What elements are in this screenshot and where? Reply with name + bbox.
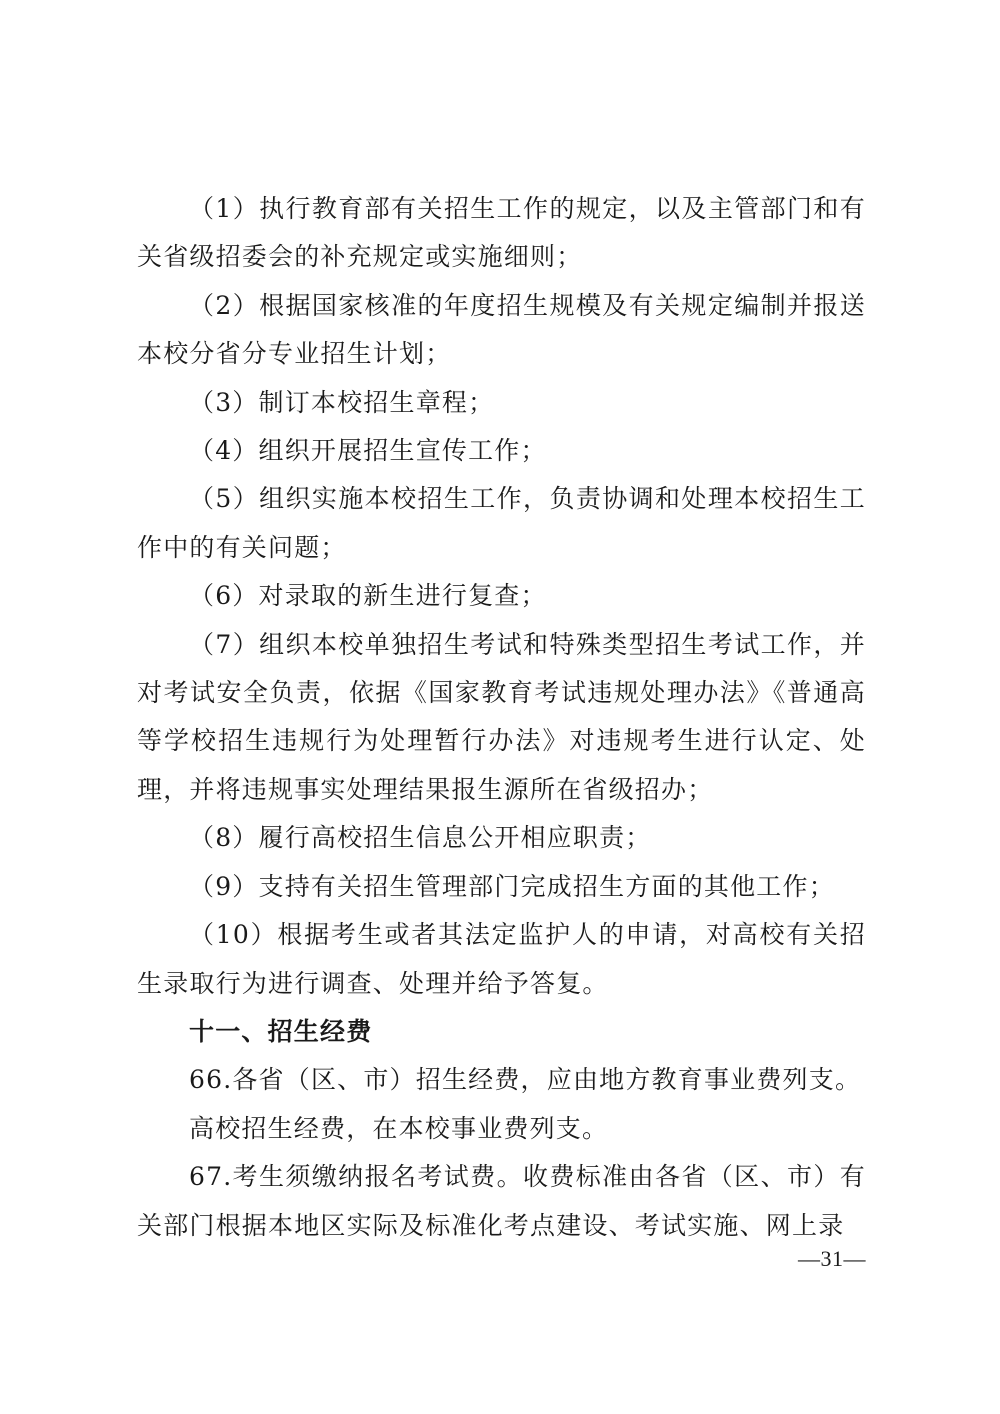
paragraph-article-66: 66.各省（区、市）招生经费，应由地方教育事业费列支。 <box>189 1065 862 1095</box>
paragraph-item-3: （3）制订本校招生章程； <box>189 387 495 417</box>
paragraph-item-4: （4）组织开展招生宣传工作； <box>189 436 547 466</box>
page-body <box>137 185 866 1250</box>
paragraph-item-7: （7）组织本校单独招生考试和特殊类型招生考试工作，并对考试安全负责，依据《国家教育考试违规处理办法》《普通高等学校招生违规行为处理暂行办法》对违规考生进行认定、处理，并将违规事实处理结果报生源所在省级招办； <box>137 629 866 804</box>
paragraph-item-6: （6）对录取的新生进行复查； <box>189 581 547 611</box>
paragraph-item-8: （8）履行高校招生信息公开相应职责； <box>189 823 652 853</box>
paragraph-item-1: （1）执行教育部有关招生工作的规定，以及主管部门和有关省级招委会的补充规定或实施细则； <box>137 194 866 272</box>
page-number: —31— <box>798 1246 866 1271</box>
paragraph-article-66-cont: 高校招生经费，在本校事业费列支。 <box>189 1113 609 1143</box>
paragraph-item-5: （5）组织实施本校招生工作，负责协调和处理本校招生工作中的有关问题； <box>137 484 866 562</box>
section-heading-funding: 十一、招生经费 <box>189 1016 373 1046</box>
paragraph-item-2: （2）根据国家核准的年度招生规模及有关规定编制并报送本校分省分专业招生计划； <box>137 290 866 369</box>
paragraph-item-10: （10）根据考生或者其法定监护人的申请，对高校有关招生录取行为进行调查、处理并给予答复。 <box>137 920 866 998</box>
paragraph-article-67: 67.考生须缴纳报名考试费。收费标准由各省（区、市）有关部门根据本地区实际及标准化考点建设、考试实施、网上录 <box>137 1162 866 1240</box>
paragraph-item-9: （9）支持有关招生管理部门完成招生方面的其他工作； <box>189 871 835 901</box>
